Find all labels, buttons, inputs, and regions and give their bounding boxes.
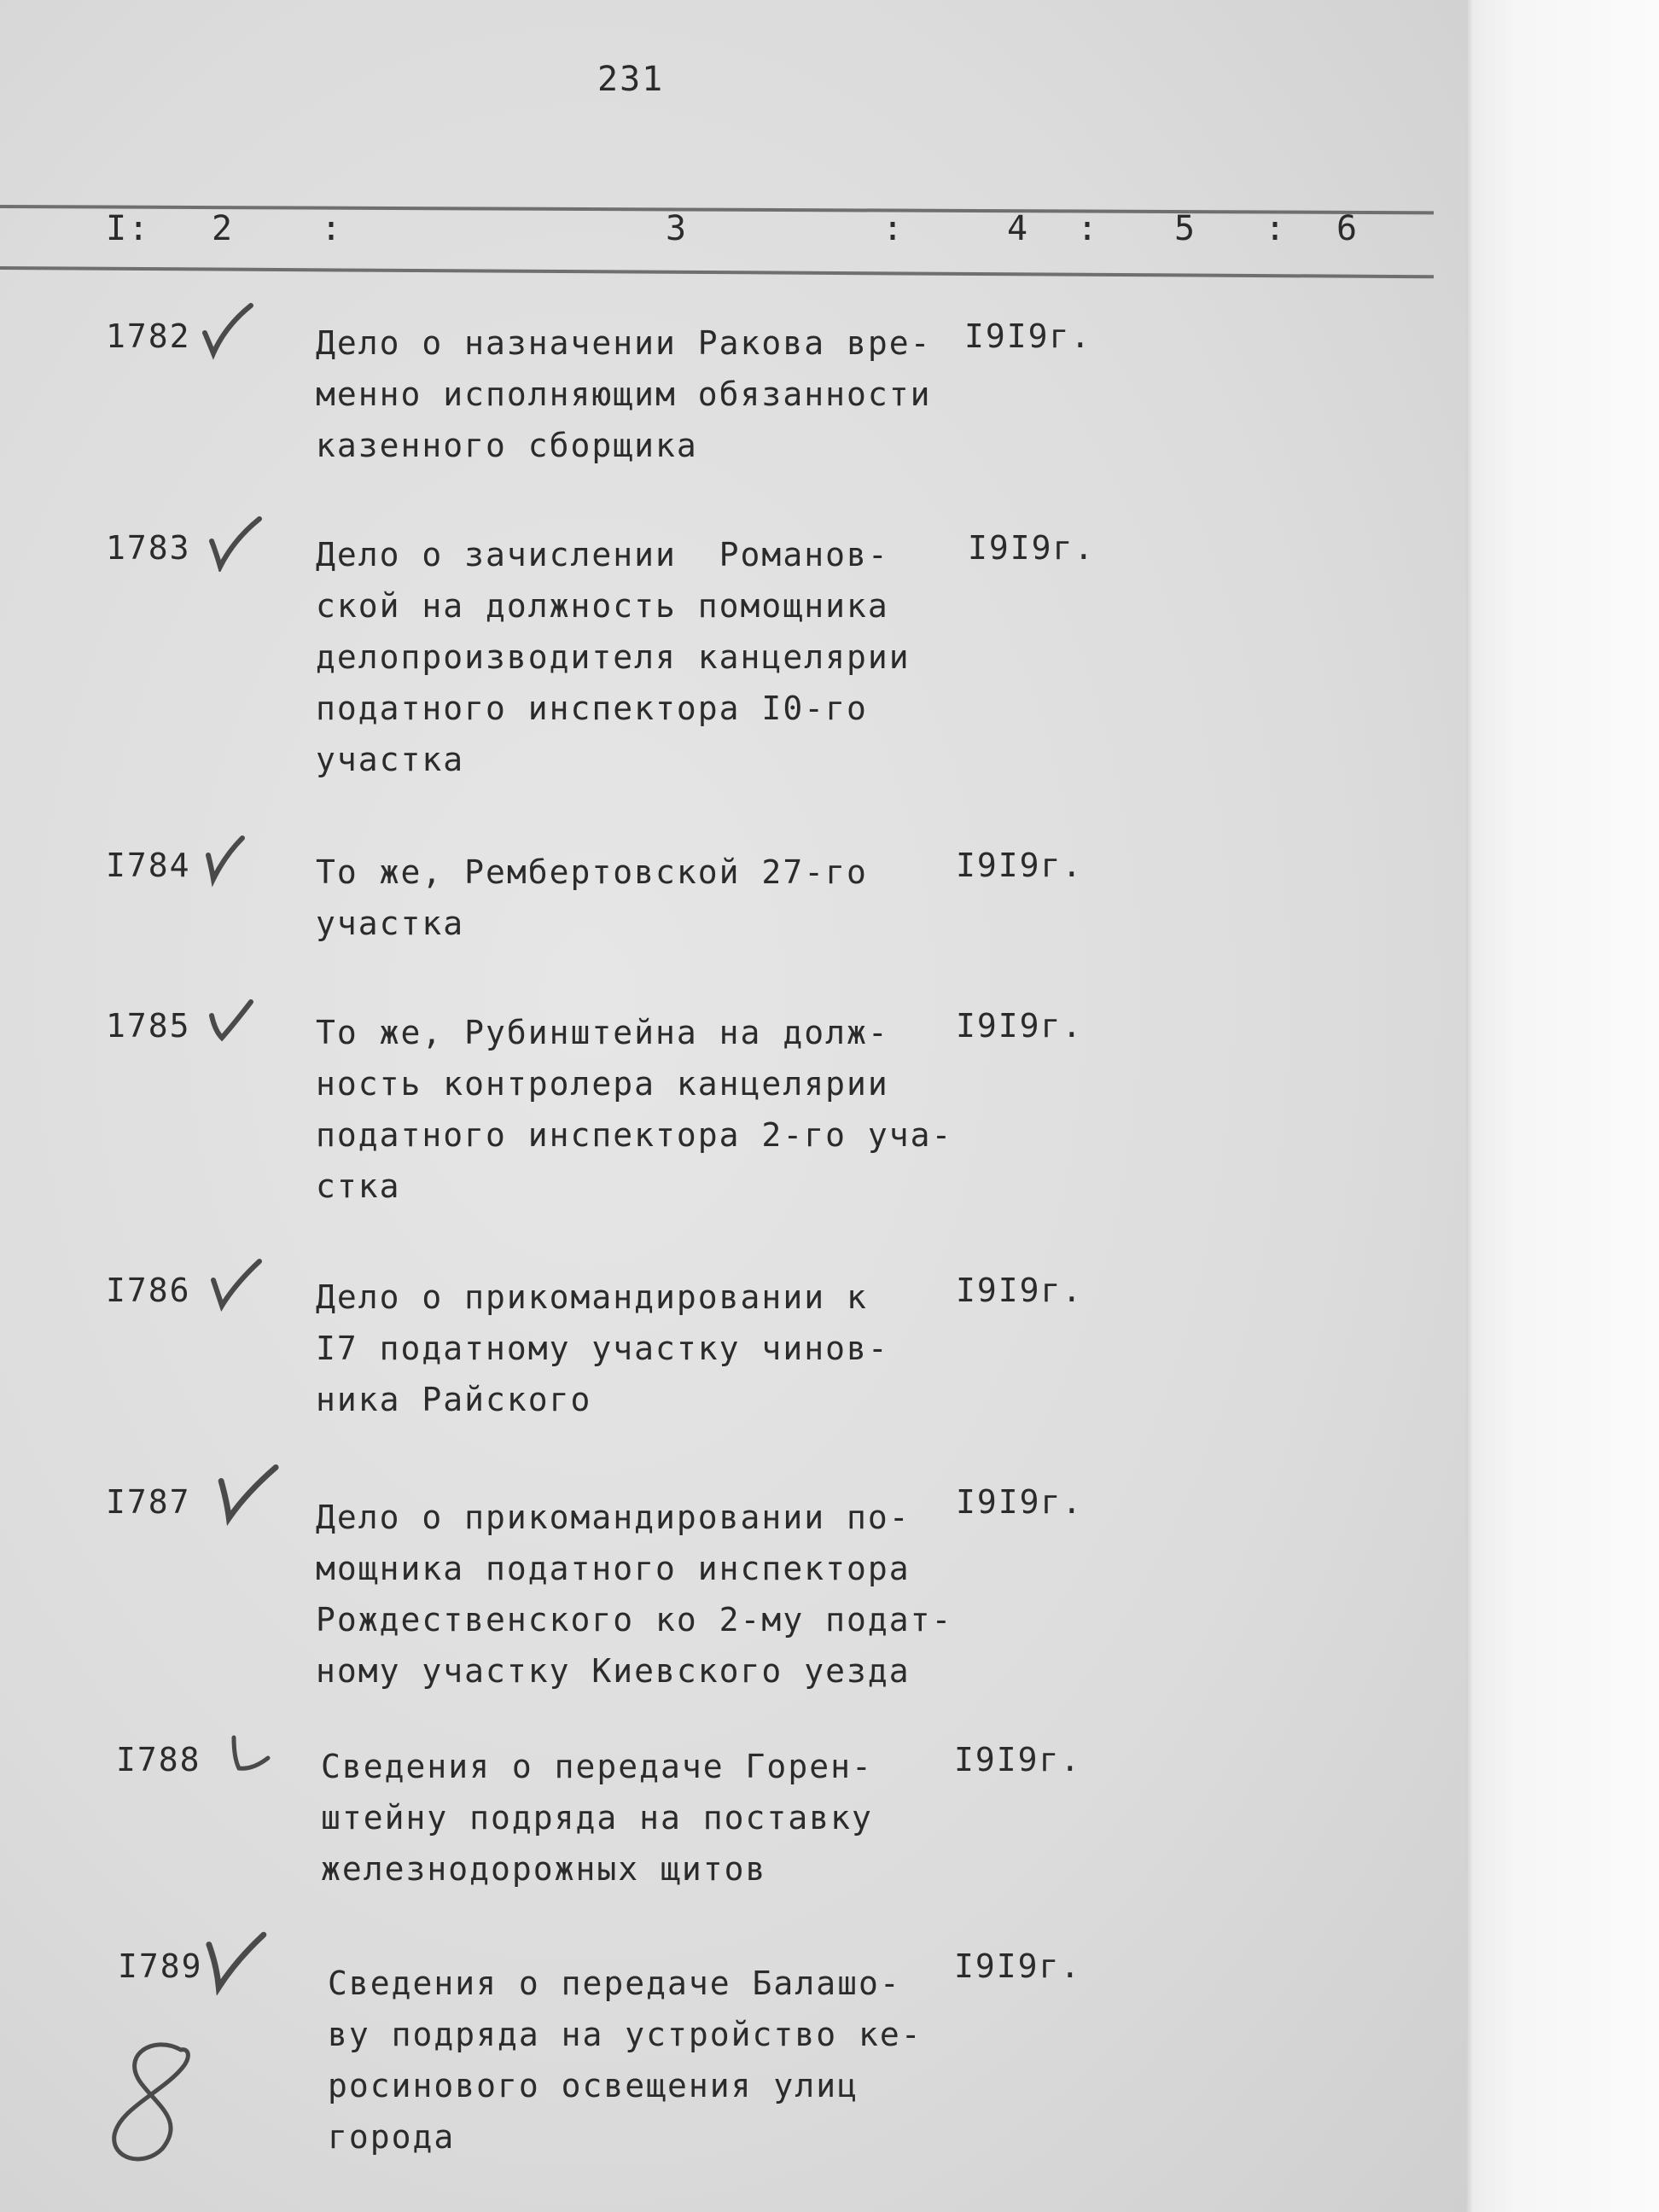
column-separator: :: [321, 209, 344, 248]
checkmark-icon: [198, 300, 258, 360]
column-separator: :: [1265, 209, 1288, 248]
entry-number: I784: [106, 847, 191, 884]
entry-year: I9I9г.: [956, 847, 1084, 884]
entry-description: Дело о зачислении Романов- ской на должность помощника делопроизводителя канцелярии податного инспектора I0-го участка: [316, 536, 911, 778]
page-number: 231: [597, 60, 665, 99]
column-header-5: 5: [1174, 209, 1197, 248]
entry-number: I786: [106, 1272, 191, 1309]
checkmark-icon: [200, 830, 259, 889]
checkmark-icon: [205, 512, 265, 572]
entry-description: Сведения о передаче Горен- штейну подряда на поставку железнодорожных щитов: [321, 1748, 873, 1888]
handwritten-folio-number: [102, 2040, 213, 2168]
entry-year: I9I9г.: [964, 317, 1092, 355]
entry-number: I788: [116, 1741, 201, 1778]
entry-number: 1785: [106, 1007, 191, 1045]
entry-year: I9I9г.: [956, 1483, 1084, 1521]
entry-description: Дело о назначении Ракова вре- менно исполняющим обязанности казенного сборщика: [316, 324, 932, 464]
entry-number: I787: [106, 1483, 191, 1521]
column-header-1: I:: [106, 209, 151, 248]
column-separator: :: [882, 209, 905, 248]
column-header-2: 2: [212, 209, 235, 248]
entry-year: I9I9г.: [968, 529, 1096, 567]
paper-edge: [1466, 0, 1659, 2212]
checkmark-icon: [203, 990, 263, 1050]
column-header-4: 4: [1007, 209, 1030, 248]
column-header-3: 3: [666, 209, 689, 248]
entry-description: Сведения о передаче Балашо- ву подряда на устройство ке- росинового освещения улиц города: [328, 1965, 923, 2156]
checkmark-icon: [224, 1724, 283, 1784]
entry-year: I9I9г.: [954, 1947, 1082, 1985]
entry-year: I9I9г.: [954, 1741, 1082, 1778]
column-header-6: 6: [1336, 209, 1359, 248]
entry-number: 1782: [106, 317, 191, 355]
entry-description: Дело о прикомандировании по- мощника податного инспектора Рождественского ко 2-му подат- ному участку Киевского уезда: [316, 1499, 953, 1690]
checkmark-icon: [203, 1927, 271, 1995]
entry-description: Дело о прикомандировании к I7 податному участку чинов- ника Райского: [316, 1278, 889, 1418]
column-separator: :: [1077, 209, 1100, 248]
checkmark-icon: [207, 1254, 266, 1314]
checkmark-icon: [213, 1458, 282, 1526]
entry-number: I789: [118, 1947, 203, 1985]
entry-number: 1783: [106, 529, 191, 567]
entry-description: То же, Рембертовской 27-го участка: [316, 853, 868, 942]
entry-year: I9I9г.: [956, 1007, 1084, 1045]
entry-year: I9I9г.: [956, 1272, 1084, 1309]
entry-description: То же, Рубинштейна на долж- ность контролера канцелярии податного инспектора 2-го уча- стка: [316, 1014, 953, 1205]
